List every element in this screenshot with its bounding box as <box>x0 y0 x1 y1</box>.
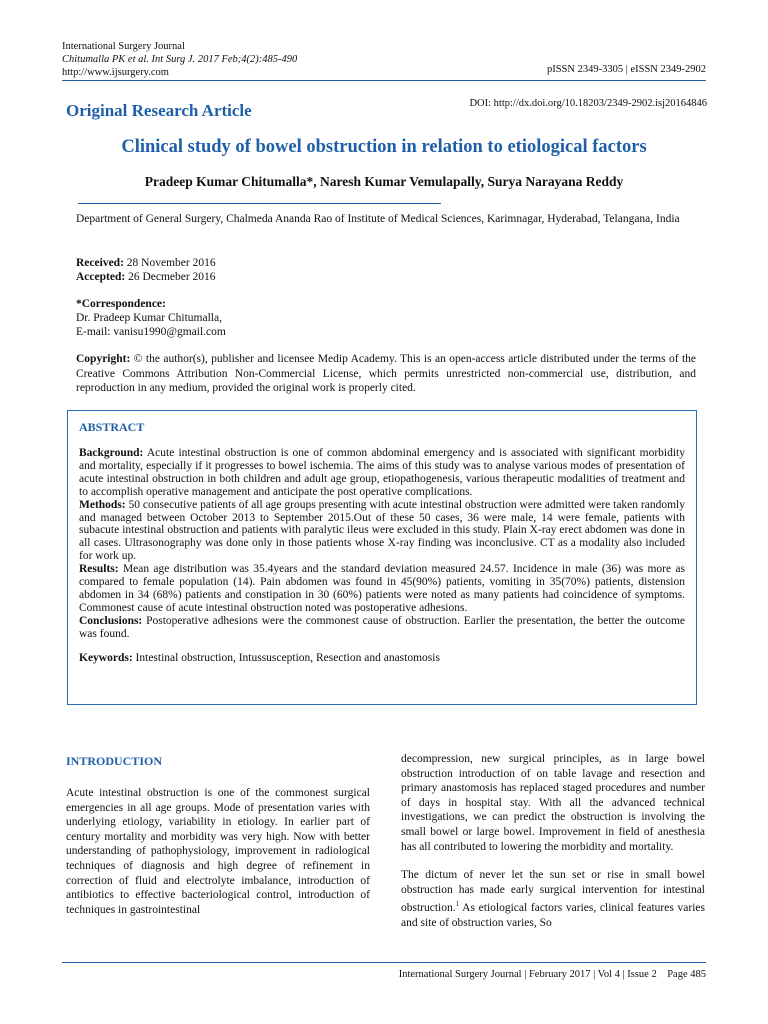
correspondence-label: *Correspondence: <box>76 298 166 310</box>
background-label: Background: <box>79 447 144 459</box>
copyright-text: © the author(s), publisher and licensee Medip Academy. This is an open-access article distributed under the terms of the Creative Commons Attribution Non-Commercial License, which permits unrestricted non-commercial use, distribution, and reproduction in any medium, provided the original work is properly cited. <box>76 353 696 395</box>
copyright <box>76 352 696 396</box>
intro-paragraph-right-2 <box>401 868 705 930</box>
correspondence-email[interactable]: E-mail: vanisu1990@gmail.com <box>76 326 226 338</box>
abstract-box <box>67 410 697 705</box>
right-column <box>401 752 705 930</box>
abstract-background <box>79 447 685 499</box>
accepted-value: 26 Decmeber 2016 <box>128 271 216 283</box>
left-column <box>66 754 370 917</box>
doi-link[interactable]: DOI: http://dx.doi.org/10.18203/2349-2902.isj20164846 <box>469 98 707 109</box>
conclusions-label: Conclusions: <box>79 614 143 627</box>
article-title: Clinical study of bowel obstruction in relation to etiological factors <box>121 137 647 157</box>
journal-url[interactable]: http://www.ijsurgery.com <box>62 67 169 78</box>
received-value: 28 November 2016 <box>126 257 216 269</box>
received-label: Received: <box>76 257 124 269</box>
abstract-conclusions <box>79 615 685 641</box>
methods-text: 50 consecutive patients of all age groups presenting with acute intestinal obstruction were admitted were taken randomly and managed between October 2013 to September 2015.Out of these 50 cases, 36 were male, 14 were female, patients with subacute intestinal obstruction and patients with paralytic ileus were excluded in this study. Plain X-ray erect abdomen was done in all cases. Ultrasonography was done only in those patients whose X-ray finding was inconclusive. CT as a modality also included for work up. <box>79 498 685 563</box>
abstract-methods <box>79 499 685 564</box>
keywords-label: Keywords: <box>79 651 133 664</box>
results-label: Results: <box>79 563 119 576</box>
accepted-label: Accepted: <box>76 271 126 283</box>
methods-label: Methods: <box>79 498 126 511</box>
conclusions-text: Postoperative adhesions were the commonest cause of obstruction. Earlier the presentation, the better the outcome was found. <box>79 614 686 640</box>
accepted-date <box>76 270 696 285</box>
results-text: Mean age distribution was 35.4years and the standard deviation measured 24.57. Incidence in male (36) was more as compared to female population (14). Pain abdomen was found in 45(90%) patients, vomiting in 35(70%) patients, distension abdomen in 34 (68%) patients and constipation in 30 (60%) patients were noted as many patients had coincidence of symptoms. Commonest cause of acute intestinal obstruction noted was postoperative adhesions. <box>79 563 686 614</box>
received-date <box>76 256 696 271</box>
authors: Pradeep Kumar Chitumalla*, Naresh Kumar Vemulapally, Surya Narayana Reddy <box>144 174 624 189</box>
abstract-keywords <box>79 652 685 665</box>
citation-superscript[interactable]: 1 <box>455 900 460 909</box>
issn: pISSN 2349-3305 | eISSN 2349-2902 <box>546 64 706 75</box>
journal-name: International Surgery Journal <box>62 41 185 52</box>
introduction-heading: INTRODUCTION <box>66 754 163 768</box>
copyright-label: Copyright: <box>76 353 131 365</box>
article-type: Original Research Article <box>66 101 252 120</box>
header-rule <box>62 80 706 81</box>
affiliation: Department of General Surgery, Chalmeda Ananda Rao of Institute of Medical Sciences, Karimnagar, Hyderabad, Telangana, India <box>76 213 680 225</box>
intro-paragraph-right-1: decompression, new surgical principles, as in large bowel obstruction introduction of on table lavage and resection and primary anastomosis has replaced staged procedures and number of days in hospital stay. With all the advanced technical investigations, we can predict the obstruction is involving the small bowel or large bowel. Improvement in field of anesthesia has all contributed to lowering the morbidity and mortality. <box>401 753 705 853</box>
para2-text-b: As etiological factors varies, clinical features varies and site of obstruction varies, So <box>401 902 705 929</box>
citation: Chitumalla PK et al. Int Surg J. 2017 Feb;4(2):485-490 <box>62 54 298 65</box>
para2-text-a: The dictum of never let the sun set or rise in small bowel obstruction has made early surgical intervention for intestinal obstruction. <box>401 869 705 915</box>
intro-paragraph-left: Acute intestinal obstruction is one of the commonest surgical emergencies in all age groups. Mode of presentation varies with underlying etiology, variability in etiology. In earlier part of century mortality and morbidity was very high. Now with better understanding of pathophysiology, improvement in radiological techniques of diagnosis and high degree of refinement in correction of fluid and electrolyte imbalance, introduction of antibiotics to effective bacteriological control, introduction of techniques in gastrointestinal <box>66 787 370 916</box>
abstract-results <box>79 563 685 615</box>
background-text: Acute intestinal obstruction is one of common abdominal emergency and is associated with significant morbidity and mortality, especially if it progresses to bowel ischemia. The aims of this study was to analyse various modes of presentation of acute intestinal obstruction in both children and adult age group, etiopathogenesis, various therapeutic modalities of treatment and to accomplish operative management and anticipate the post operative complications. <box>79 447 685 498</box>
correspondence-name: Dr. Pradeep Kumar Chitumalla, <box>76 312 222 324</box>
footer-rule <box>62 962 706 963</box>
page-footer: International Surgery Journal | February 2017 | Vol 4 | Issue 2 Page 485 <box>398 969 706 980</box>
author-rule <box>78 203 441 204</box>
abstract-heading: ABSTRACT <box>79 420 145 434</box>
keywords-text: Intestinal obstruction, Intussusception, Resection and anastomosis <box>135 651 440 664</box>
